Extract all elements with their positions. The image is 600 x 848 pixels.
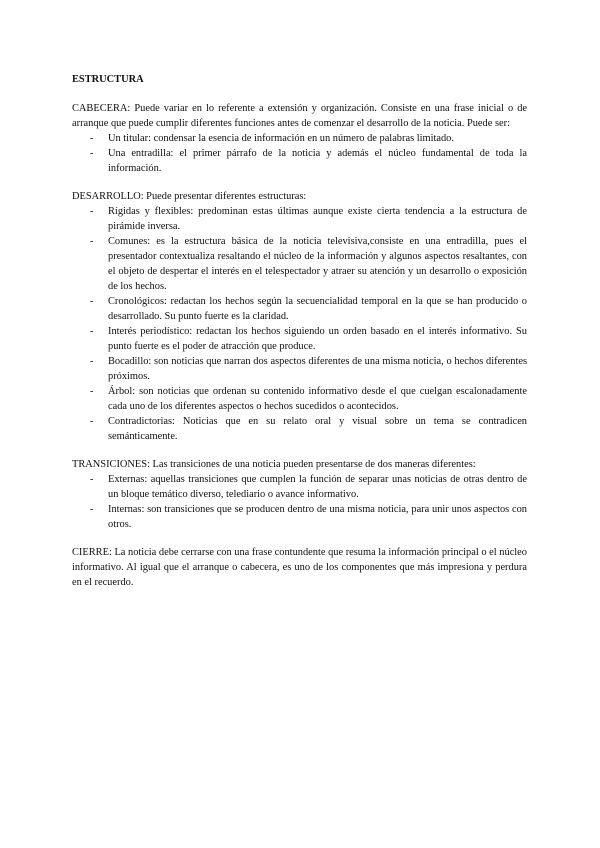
section-intro: CABECERA: Puede variar en lo referente a extensión y organización. Consiste en una frase inicial o de arranque que puede cumplir diferentes funciones antes de comenzar el desarrollo de la noticia. Puede ser: (72, 103, 527, 129)
document-title: ESTRUCTURA (72, 74, 144, 85)
list-item (72, 414, 527, 444)
list-item (72, 472, 527, 502)
section-desarrollo (72, 189, 527, 444)
section-intro: TRANSICIONES: Las transiciones de una noticia pueden presentarse de dos maneras diferentes: (72, 459, 476, 470)
dash-bullet: - (90, 386, 94, 397)
bullet-list (72, 472, 527, 532)
list-item-text: Un titular: condensar la esencia de información en un número de palabras limitado. (108, 133, 454, 144)
list-item-text: Comunes: es la estructura básica de la noticia televisiva,consiste en una entradilla, pues el presentador contextualiza resaltando el núcleo de la información y algunos aspectos resaltantes, con el objeto de despertar el interés en el telespectador y atraer su atención y un desarrollo o exposición de los hechos. (108, 236, 527, 292)
dash-bullet: - (90, 133, 94, 144)
dash-bullet: - (90, 206, 94, 217)
list-item (72, 146, 527, 176)
list-item (72, 234, 527, 294)
list-item-text: Externas: aquellas transiciones que cumplen la función de separar unas noticias de otras dentro de un bloque temático diverso, telediario o avance informativo. (108, 474, 527, 500)
section-transiciones (72, 457, 527, 532)
list-item-text: Rígidas y flexibles: predominan estas últimas aunque existe cierta tendencia a la estructura de pirámide inversa. (108, 206, 527, 232)
list-item-text: Bocadillo: son noticias que narran dos aspectos diferentes de una misma noticia, o hechos diferentes próximos. (108, 356, 527, 382)
list-item (72, 131, 527, 146)
dash-bullet: - (90, 474, 94, 485)
list-item-text: Contradictorias: Noticias que en su relato oral y visual sobre un tema se contradicen semánticamente. (108, 416, 527, 442)
dash-bullet: - (90, 148, 94, 159)
dash-bullet: - (90, 236, 94, 247)
section-intro: CIERRE: La noticia debe cerrarse con una frase contundente que resuma la información principal o el núcleo informativo. Al igual que el arranque o cabecera, es uno de los componentes que más impresiona y perdura en el recuerdo. (72, 547, 527, 588)
section-cabecera (72, 101, 527, 176)
list-item-text: Interés periodístico: redactan los hechos siguiendo un orden basado en el interés informativo. Su punto fuerte es el poder de atracción que produce. (108, 326, 527, 352)
bullet-list (72, 131, 527, 176)
list-item (72, 324, 527, 354)
section-cierre (72, 545, 527, 590)
document-page (72, 72, 527, 603)
list-item (72, 204, 527, 234)
list-item-text: Internas: son transiciones que se producen dentro de una misma noticia, para unir unos aspectos con otros. (108, 504, 527, 530)
list-item (72, 354, 527, 384)
dash-bullet: - (90, 296, 94, 307)
dash-bullet: - (90, 504, 94, 515)
dash-bullet: - (90, 416, 94, 427)
bullet-list (72, 204, 527, 444)
list-item-text: Árbol: son noticias que ordenan su contenido informativo desde el que cuelgan escalonadamente cada uno de los diferentes aspectos o hechos sucedidos o acontecidos. (108, 386, 527, 412)
list-item (72, 294, 527, 324)
dash-bullet: - (90, 356, 94, 367)
section-intro: DESARROLLO: Puede presentar diferentes estructuras: (72, 191, 307, 202)
list-item (72, 384, 527, 414)
list-item-text: Una entradilla: el primer párrafo de la noticia y además el núcleo fundamental de toda la información. (108, 148, 527, 174)
list-item (72, 502, 527, 532)
list-item-text: Cronológicos: redactan los hechos según la secuencialidad temporal en la que se han producido o desarrollado. Su punto fuerte es la claridad. (108, 296, 527, 322)
dash-bullet: - (90, 326, 94, 337)
